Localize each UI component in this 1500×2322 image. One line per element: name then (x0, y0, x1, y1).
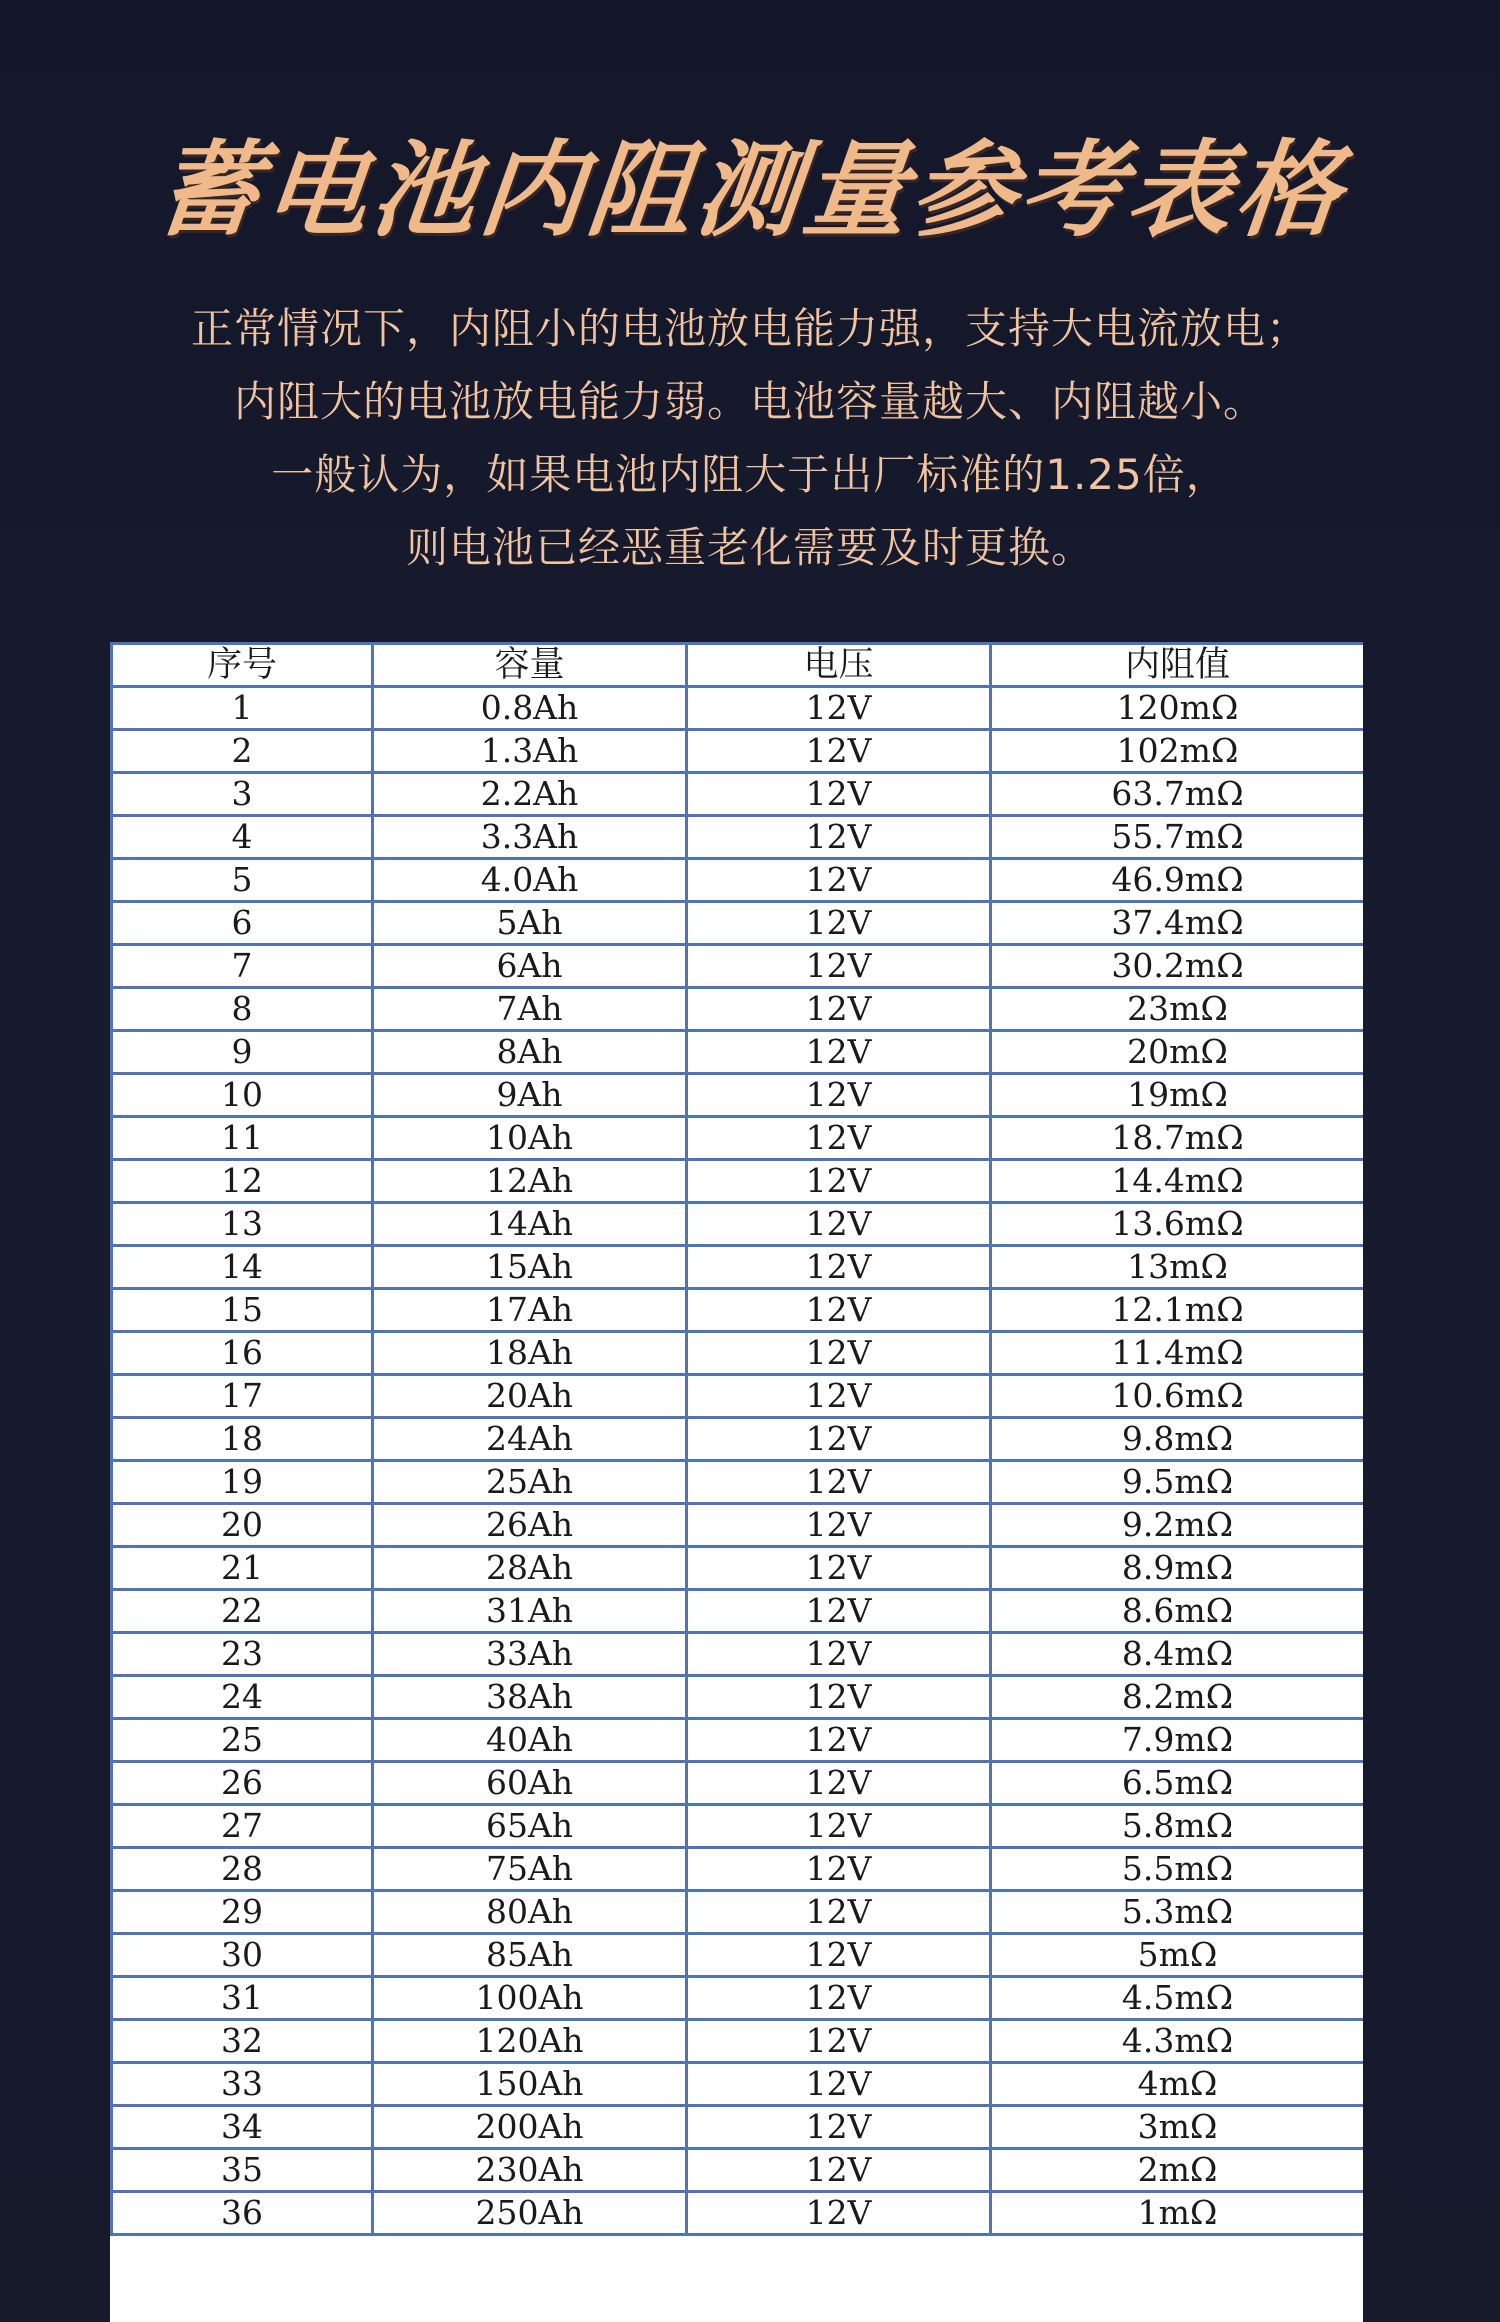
cell-capacity: 10Ah (373, 1117, 687, 1160)
cell-resistance: 8.4mΩ (991, 1633, 1364, 1676)
resistance-table (110, 642, 1363, 2236)
table-row (112, 730, 1364, 773)
intro-line: 一般认为，如果电池内阻大于出厂标准的1.25倍， (271, 450, 1229, 499)
cell-index: 1 (112, 687, 373, 730)
cell-voltage: 12V (687, 1504, 991, 1547)
cell-resistance: 9.5mΩ (991, 1461, 1364, 1504)
page-title: 蓄电池内阻测量参考表格 (149, 129, 1351, 251)
cell-capacity: 15Ah (373, 1246, 687, 1289)
cell-index: 34 (112, 2106, 373, 2149)
cell-capacity: 65Ah (373, 1805, 687, 1848)
cell-index: 32 (112, 2020, 373, 2063)
cell-capacity: 20Ah (373, 1375, 687, 1418)
cell-index: 30 (112, 1934, 373, 1977)
cell-voltage: 12V (687, 1289, 991, 1332)
table-row (112, 1418, 1364, 1461)
table-row (112, 902, 1364, 945)
table-row (112, 2192, 1364, 2235)
cell-voltage: 12V (687, 1461, 991, 1504)
cell-index: 12 (112, 1160, 373, 1203)
cell-index: 33 (112, 2063, 373, 2106)
table-row (112, 988, 1364, 1031)
table-row (112, 2063, 1364, 2106)
cell-voltage: 12V (687, 730, 991, 773)
cell-index: 20 (112, 1504, 373, 1547)
cell-resistance: 5.3mΩ (991, 1891, 1364, 1934)
cell-index: 27 (112, 1805, 373, 1848)
cell-capacity: 0.8Ah (373, 687, 687, 730)
cell-resistance: 9.2mΩ (991, 1504, 1364, 1547)
cell-capacity: 14Ah (373, 1203, 687, 1246)
cell-capacity: 18Ah (373, 1332, 687, 1375)
cell-capacity: 5Ah (373, 902, 687, 945)
cell-resistance: 20mΩ (991, 1031, 1364, 1074)
cell-voltage: 12V (687, 1977, 991, 2020)
cell-index: 24 (112, 1676, 373, 1719)
cell-index: 8 (112, 988, 373, 1031)
cell-index: 36 (112, 2192, 373, 2235)
cell-voltage: 12V (687, 1590, 991, 1633)
cell-voltage: 12V (687, 2020, 991, 2063)
cell-capacity: 28Ah (373, 1547, 687, 1590)
table-row (112, 1676, 1364, 1719)
table-row (112, 1203, 1364, 1246)
table-row (112, 1719, 1364, 1762)
cell-index: 3 (112, 773, 373, 816)
cell-resistance: 12.1mΩ (991, 1289, 1364, 1332)
cell-capacity: 33Ah (373, 1633, 687, 1676)
table-row (112, 945, 1364, 988)
cell-voltage: 12V (687, 1848, 991, 1891)
cell-voltage: 12V (687, 1805, 991, 1848)
cell-index: 21 (112, 1547, 373, 1590)
table-row (112, 1031, 1364, 1074)
cell-capacity: 1.3Ah (373, 730, 687, 773)
cell-resistance: 46.9mΩ (991, 859, 1364, 902)
table-row (112, 687, 1364, 730)
cell-index: 28 (112, 1848, 373, 1891)
table-row (112, 1934, 1364, 1977)
table-row (112, 2020, 1364, 2063)
cell-voltage: 12V (687, 2149, 991, 2192)
table-row (112, 2106, 1364, 2149)
cell-capacity: 7Ah (373, 988, 687, 1031)
cell-index: 6 (112, 902, 373, 945)
cell-capacity: 230Ah (373, 2149, 687, 2192)
cell-capacity: 12Ah (373, 1160, 687, 1203)
cell-resistance: 23mΩ (991, 988, 1364, 1031)
cell-resistance: 11.4mΩ (991, 1332, 1364, 1375)
intro-line: 则电池已经恶重老化需要及时更换。 (405, 523, 1094, 572)
cell-voltage: 12V (687, 1332, 991, 1375)
cell-voltage: 12V (687, 1375, 991, 1418)
cell-resistance: 2mΩ (991, 2149, 1364, 2192)
table-row (112, 1074, 1364, 1117)
cell-voltage: 12V (687, 1633, 991, 1676)
cell-capacity: 17Ah (373, 1289, 687, 1332)
cell-resistance: 6.5mΩ (991, 1762, 1364, 1805)
table-row (112, 1375, 1364, 1418)
cell-index: 11 (112, 1117, 373, 1160)
cell-voltage: 12V (687, 687, 991, 730)
cell-index: 31 (112, 1977, 373, 2020)
cell-capacity: 60Ah (373, 1762, 687, 1805)
cell-capacity: 80Ah (373, 1891, 687, 1934)
intro-line: 正常情况下，内阻小的电池放电能力强，支持大电流放电； (190, 304, 1309, 353)
table-row (112, 1332, 1364, 1375)
cell-index: 10 (112, 1074, 373, 1117)
cell-capacity: 6Ah (373, 945, 687, 988)
table-row (112, 1117, 1364, 1160)
cell-resistance: 14.4mΩ (991, 1160, 1364, 1203)
cell-resistance: 1mΩ (991, 2192, 1364, 2235)
cell-index: 5 (112, 859, 373, 902)
cell-resistance: 8.2mΩ (991, 1676, 1364, 1719)
cell-index: 7 (112, 945, 373, 988)
header-voltage: 电压 (687, 644, 991, 687)
cell-resistance: 5.8mΩ (991, 1805, 1364, 1848)
cell-voltage: 12V (687, 1934, 991, 1977)
table-row (112, 1289, 1364, 1332)
cell-capacity: 250Ah (373, 2192, 687, 2235)
cell-index: 22 (112, 1590, 373, 1633)
cell-capacity: 85Ah (373, 1934, 687, 1977)
cell-index: 26 (112, 1762, 373, 1805)
cell-voltage: 12V (687, 1676, 991, 1719)
cell-index: 13 (112, 1203, 373, 1246)
cell-capacity: 24Ah (373, 1418, 687, 1461)
cell-resistance: 7.9mΩ (991, 1719, 1364, 1762)
cell-resistance: 102mΩ (991, 730, 1364, 773)
cell-capacity: 200Ah (373, 2106, 687, 2149)
cell-voltage: 12V (687, 945, 991, 988)
cell-resistance: 5mΩ (991, 1934, 1364, 1977)
resistance-table-container (110, 642, 1363, 2322)
intro-line: 内阻大的电池放电能力弱。电池容量越大、内阻越小。 (233, 377, 1266, 426)
intro-paragraph (0, 292, 1500, 584)
cell-index: 4 (112, 816, 373, 859)
cell-index: 17 (112, 1375, 373, 1418)
cell-index: 29 (112, 1891, 373, 1934)
cell-index: 35 (112, 2149, 373, 2192)
cell-resistance: 8.9mΩ (991, 1547, 1364, 1590)
cell-resistance: 13mΩ (991, 1246, 1364, 1289)
cell-voltage: 12V (687, 1074, 991, 1117)
cell-capacity: 8Ah (373, 1031, 687, 1074)
cell-index: 14 (112, 1246, 373, 1289)
table-row (112, 859, 1364, 902)
table-row (112, 1547, 1364, 1590)
cell-capacity: 26Ah (373, 1504, 687, 1547)
cell-capacity: 25Ah (373, 1461, 687, 1504)
cell-voltage: 12V (687, 1031, 991, 1074)
cell-index: 25 (112, 1719, 373, 1762)
header-index: 序号 (112, 644, 373, 687)
cell-resistance: 37.4mΩ (991, 902, 1364, 945)
cell-resistance: 18.7mΩ (991, 1117, 1364, 1160)
cell-resistance: 8.6mΩ (991, 1590, 1364, 1633)
cell-resistance: 55.7mΩ (991, 816, 1364, 859)
cell-resistance: 4mΩ (991, 2063, 1364, 2106)
cell-resistance: 13.6mΩ (991, 1203, 1364, 1246)
cell-resistance: 4.3mΩ (991, 2020, 1364, 2063)
cell-voltage: 12V (687, 988, 991, 1031)
header-capacity: 容量 (373, 644, 687, 687)
cell-index: 23 (112, 1633, 373, 1676)
cell-resistance: 120mΩ (991, 687, 1364, 730)
cell-capacity: 9Ah (373, 1074, 687, 1117)
cell-capacity: 150Ah (373, 2063, 687, 2106)
cell-voltage: 12V (687, 1246, 991, 1289)
cell-voltage: 12V (687, 773, 991, 816)
cell-resistance: 5.5mΩ (991, 1848, 1364, 1891)
cell-capacity: 100Ah (373, 1977, 687, 2020)
table-row (112, 1977, 1364, 2020)
cell-index: 19 (112, 1461, 373, 1504)
cell-voltage: 12V (687, 1762, 991, 1805)
cell-voltage: 12V (687, 1117, 991, 1160)
table-row (112, 1160, 1364, 1203)
table-row (112, 1805, 1364, 1848)
cell-index: 2 (112, 730, 373, 773)
cell-resistance: 30.2mΩ (991, 945, 1364, 988)
cell-capacity: 2.2Ah (373, 773, 687, 816)
cell-capacity: 4.0Ah (373, 859, 687, 902)
cell-resistance: 3mΩ (991, 2106, 1364, 2149)
cell-capacity: 75Ah (373, 1848, 687, 1891)
cell-index: 18 (112, 1418, 373, 1461)
table-row (112, 1461, 1364, 1504)
cell-index: 9 (112, 1031, 373, 1074)
table-row (112, 1590, 1364, 1633)
header-resistance: 内阻值 (991, 644, 1364, 687)
cell-voltage: 12V (687, 902, 991, 945)
cell-voltage: 12V (687, 1891, 991, 1934)
cell-resistance: 10.6mΩ (991, 1375, 1364, 1418)
cell-voltage: 12V (687, 859, 991, 902)
cell-voltage: 12V (687, 2192, 991, 2235)
table-row (112, 1504, 1364, 1547)
cell-resistance: 63.7mΩ (991, 773, 1364, 816)
cell-voltage: 12V (687, 1203, 991, 1246)
cell-index: 15 (112, 1289, 373, 1332)
table-row (112, 1891, 1364, 1934)
table-row (112, 1246, 1364, 1289)
table-row (112, 1762, 1364, 1805)
cell-capacity: 38Ah (373, 1676, 687, 1719)
cell-capacity: 120Ah (373, 2020, 687, 2063)
cell-index: 16 (112, 1332, 373, 1375)
cell-resistance: 4.5mΩ (991, 1977, 1364, 2020)
cell-capacity: 40Ah (373, 1719, 687, 1762)
cell-resistance: 9.8mΩ (991, 1418, 1364, 1461)
table-row (112, 1633, 1364, 1676)
table-row (112, 816, 1364, 859)
table-row (112, 773, 1364, 816)
cell-resistance: 19mΩ (991, 1074, 1364, 1117)
cell-voltage: 12V (687, 1547, 991, 1590)
cell-capacity: 3.3Ah (373, 816, 687, 859)
table-row (112, 2149, 1364, 2192)
table-header-row (112, 644, 1364, 687)
cell-voltage: 12V (687, 2063, 991, 2106)
cell-voltage: 12V (687, 1160, 991, 1203)
cell-voltage: 12V (687, 816, 991, 859)
cell-voltage: 12V (687, 1719, 991, 1762)
table-row (112, 1848, 1364, 1891)
cell-voltage: 12V (687, 2106, 991, 2149)
table-body (112, 687, 1364, 2235)
cell-capacity: 31Ah (373, 1590, 687, 1633)
cell-voltage: 12V (687, 1418, 991, 1461)
